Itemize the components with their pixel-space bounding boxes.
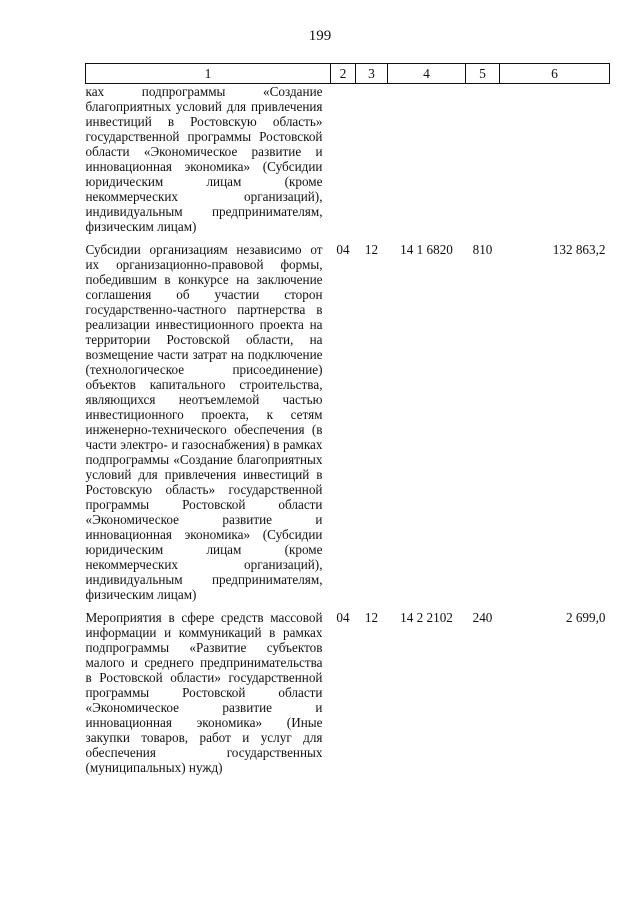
row-description: ках подпрограммы «Создание благоприятных условий для привлечения инвестиций в Ростовскую область» государственной программы Ростовской области «Экономическое развитие и инновационная экономика» (Субсидии юридическим лицам (кроме некоммерческих организаций), индивидуальным предпринимателям, физическим лицам) xyxy=(85,84,323,234)
column-header-2: 2 xyxy=(331,64,356,84)
row-target-article: 14 2 2102 xyxy=(400,610,453,625)
row-amount: 132 863,2 xyxy=(552,242,606,257)
row-section-code xyxy=(331,84,356,243)
column-header-1: 1 xyxy=(86,64,331,84)
column-header-6: 6 xyxy=(500,64,610,84)
row-subsection-code xyxy=(356,84,388,243)
row-subsection-code: 12 xyxy=(364,242,379,257)
row-target-article: 14 1 6820 xyxy=(400,242,453,257)
row-section-code: 04 xyxy=(336,242,350,257)
row-subsection-code: 12 xyxy=(364,610,379,625)
table-row xyxy=(86,242,610,610)
row-description: Мероприятия в сфере средств массовой информации и коммуникаций в рамках подпрограммы «Развитие субъектов малого и среднего предпринимательства в Ростовской области» государственной программы Ростовской области «Экономическое развитие и инновационная экономика» (Иные закупки товаров, работ и услуг для обеспечения государственных (муниципальных) нужд) xyxy=(85,610,323,775)
column-header-5: 5 xyxy=(466,64,500,84)
table-header-row xyxy=(86,64,610,84)
row-description: Субсидии организациям независимо от их организационно-правовой формы, победившим в конкурсе на заключение соглашения об участии сторон государственно-частного партнерства в реализации инвестиционного проекта на территории Ростовской области, на возмещение части затрат на подключение (технологическое присоединение) объектов капитального строительства, являющихся неотъемлемой частью инвестиционного проекта, к сетям инженерно-технического обеспечения (в части электро- и газоснабжения) в рамках подпрограммы «Создание благоприятных условий для привлечения инвестиций в Ростовскую область» государственной программы Ростовской области «Экономическое развитие и инновационная экономика» (Субсидии юридическим лицам (кроме некоммерческих организаций), индивидуальным предпринимателям, физическим лицам) xyxy=(85,242,323,602)
column-header-4: 4 xyxy=(388,64,466,84)
table-row xyxy=(86,84,610,243)
table-row xyxy=(86,610,610,783)
row-amount xyxy=(500,84,610,243)
page-number: 199 xyxy=(308,28,332,44)
column-header-3: 3 xyxy=(356,64,388,84)
row-target-article xyxy=(388,84,466,243)
row-expense-type: 810 xyxy=(472,242,493,257)
row-amount: 2 699,0 xyxy=(565,610,606,625)
row-section-code: 04 xyxy=(336,610,350,625)
budget-table xyxy=(85,63,610,783)
row-expense-type: 240 xyxy=(472,610,493,625)
row-expense-type xyxy=(466,84,500,243)
